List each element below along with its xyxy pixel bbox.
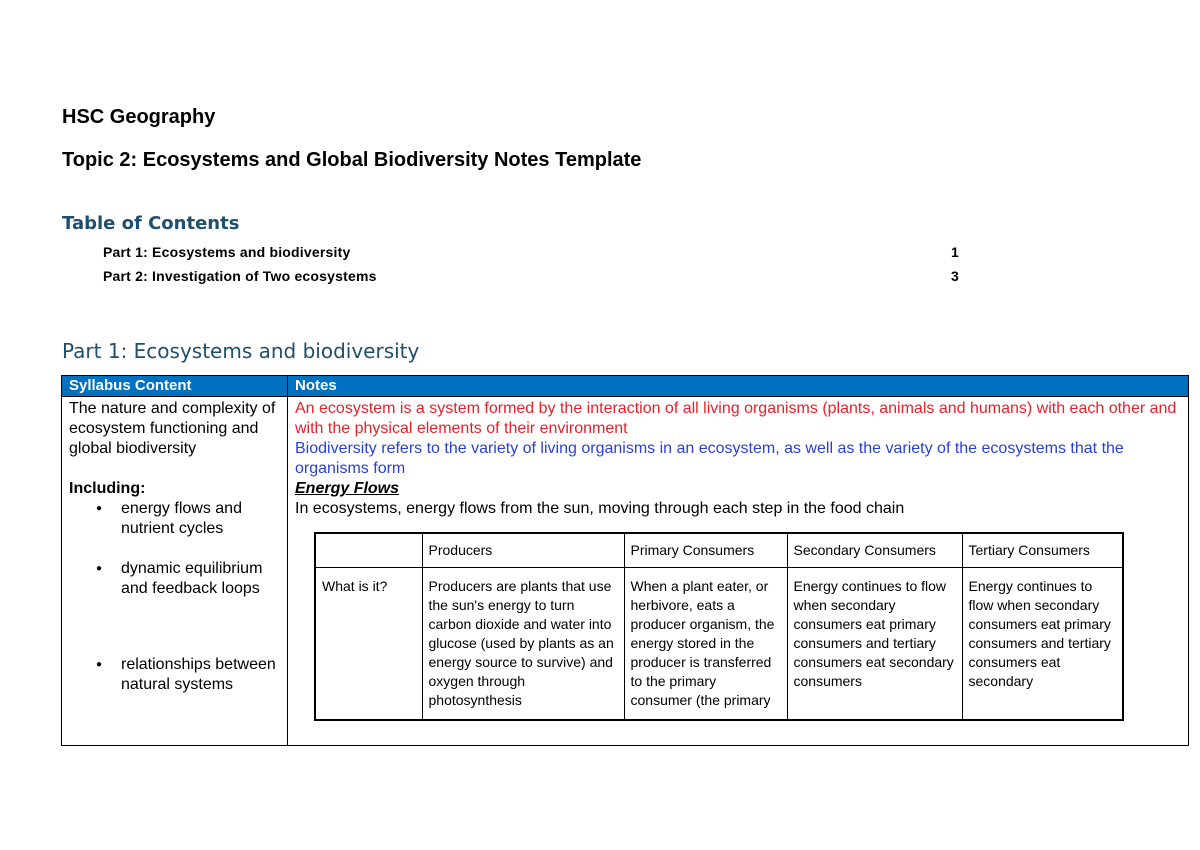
cell-secondary-consumers: Energy continues to flow when secondary consumers eat primary consumers and tertiary consumers eat secondary consumers bbox=[787, 568, 962, 721]
energy-table-corner bbox=[315, 533, 422, 568]
header-tertiary-consumers: Tertiary Consumers bbox=[962, 533, 1123, 568]
toc-entry-part-1[interactable] bbox=[103, 244, 959, 260]
toc-entry-label: Part 1: Ecosystems and biodiversity bbox=[103, 244, 351, 260]
ecosystem-definition: An ecosystem is a system formed by the interaction of all living organisms (plants, animals and humans) with each other and with the physical elements of their environment bbox=[295, 400, 1177, 437]
syllabus-bullets bbox=[69, 499, 280, 695]
cell-producers: Producers are plants that use the sun's energy to turn carbon dioxide and water into glucose (used by plants as an energy source to survive) and oxygen through photosynthesis bbox=[422, 568, 624, 721]
toc-heading: Table of Contents bbox=[62, 213, 240, 234]
energy-table-header-row bbox=[315, 533, 1123, 568]
energy-flows-heading: Energy Flows bbox=[295, 480, 400, 497]
syllabus-cell bbox=[62, 397, 288, 746]
including-label: Including: bbox=[69, 480, 146, 497]
notes-cell bbox=[288, 397, 1189, 746]
part-1-heading: Part 1: Ecosystems and biodiversity bbox=[62, 339, 420, 363]
list-item: ● relationships between natural systems bbox=[121, 655, 280, 695]
syllabus-notes-table bbox=[61, 375, 1189, 746]
cell-primary-consumers: When a plant eater, or herbivore, eats a producer organism, the energy stored in the producer is transferred to the primary consumer (the primary bbox=[624, 568, 787, 721]
table-header-row bbox=[62, 376, 1189, 397]
energy-flow-table bbox=[314, 532, 1124, 721]
header-secondary-consumers: Secondary Consumers bbox=[787, 533, 962, 568]
list-item: ● energy flows and nutrient cycles bbox=[121, 499, 280, 539]
toc-entry-label: Part 2: Investigation of Two ecosystems bbox=[103, 268, 377, 284]
column-header-syllabus: Syllabus Content bbox=[62, 376, 288, 397]
header-producers: Producers bbox=[422, 533, 624, 568]
table-row bbox=[315, 568, 1123, 721]
toc-entry-part-2[interactable] bbox=[103, 268, 959, 284]
header-primary-consumers: Primary Consumers bbox=[624, 533, 787, 568]
topic-title: Topic 2: Ecosystems and Global Biodiversity Notes Template bbox=[62, 149, 642, 171]
column-header-notes: Notes bbox=[288, 376, 1189, 397]
biodiversity-definition: Biodiversity refers to the variety of living organisms in an ecosystem, as well as the variety of the ecosystems that the organisms form bbox=[295, 440, 1124, 477]
row-label-what-is-it: What is it? bbox=[315, 568, 422, 721]
table-row bbox=[62, 397, 1189, 746]
energy-flows-text: In ecosystems, energy flows from the sun, moving through each step in the food chain bbox=[295, 500, 905, 517]
toc-entry-page: 1 bbox=[951, 244, 959, 260]
toc-entry-page: 3 bbox=[951, 268, 959, 284]
syllabus-intro: The nature and complexity of ecosystem functioning and global biodiversity bbox=[69, 400, 276, 457]
cell-tertiary-consumers: Energy continues to flow when secondary consumers eat primary consumers and tertiary consumers eat secondary bbox=[962, 568, 1123, 721]
list-item: ● dynamic equilibrium and feedback loops bbox=[121, 559, 280, 599]
course-title: HSC Geography bbox=[62, 106, 216, 128]
